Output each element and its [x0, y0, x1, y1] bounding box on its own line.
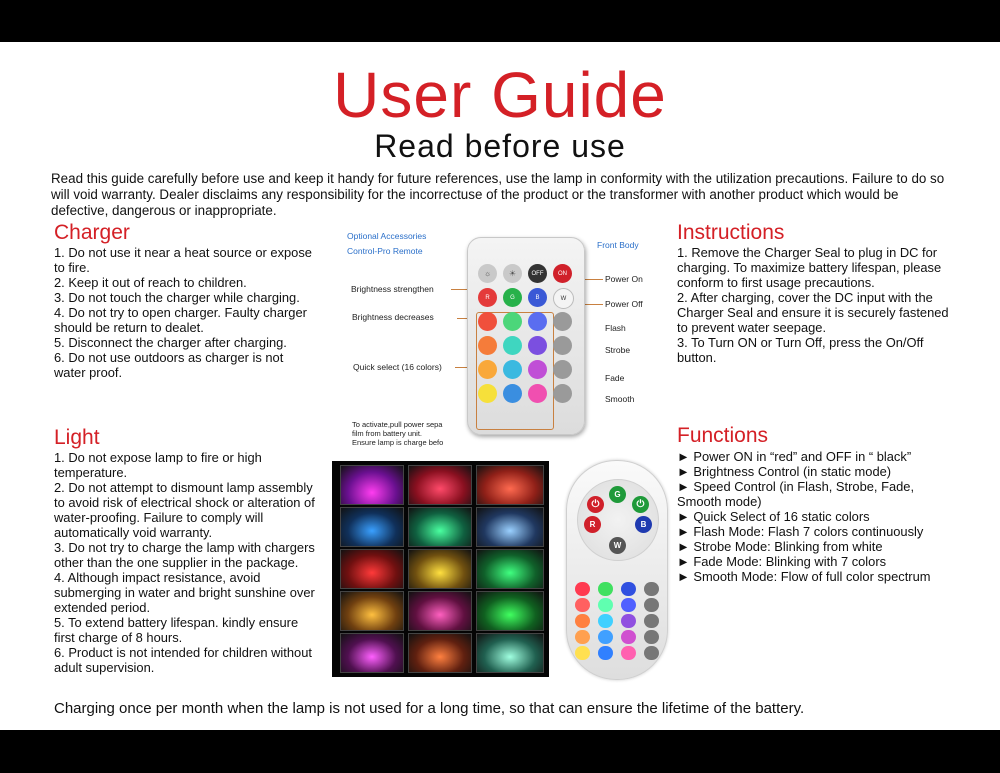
control-pro-remote-label: Control-Pro Remote — [347, 246, 423, 256]
product-photo — [340, 465, 404, 505]
mode-button — [644, 582, 659, 596]
color-button — [621, 598, 636, 612]
product-photo — [476, 465, 544, 505]
list-item: 6. Do not use outdoors as charger is not water proof. — [54, 350, 284, 380]
light-list — [54, 450, 320, 675]
list-item: ► Brightness Control (in static mode) — [677, 464, 892, 479]
color-button — [528, 360, 547, 379]
smooth-label: Smooth — [605, 394, 635, 404]
product-photo — [408, 549, 472, 589]
power-on-label: Power On — [605, 274, 643, 284]
color-button — [528, 384, 547, 403]
remote-button-grid — [478, 264, 572, 403]
activate-note — [352, 420, 443, 447]
off-button: OFF — [528, 264, 547, 283]
color-button — [621, 582, 636, 596]
activate-note-line: To activate,pull power sepa — [352, 420, 443, 429]
red-button: R — [584, 516, 601, 533]
smooth-button — [553, 384, 572, 403]
quick-select-label: Quick select (16 colors) — [353, 362, 442, 372]
power-off-label: Power Off — [605, 299, 643, 309]
product-photo — [408, 591, 472, 631]
list-item: 5. To extend battery lifespan. kindly ensure first charge of 8 hours. — [54, 615, 299, 645]
activate-note-line: film from battery unit. — [352, 429, 423, 438]
strobe-label: Strobe — [605, 345, 631, 355]
list-item: 4. Do not try to open charger. Faulty charger should be return to dealet. — [54, 305, 307, 335]
strobe-button — [553, 336, 572, 355]
color-button — [503, 384, 522, 403]
brightness-up-icon: ☼ — [478, 264, 497, 283]
list-item: 5. Disconnect the charger after charging. — [54, 335, 287, 350]
color-button — [478, 360, 497, 379]
product-photo — [476, 591, 544, 631]
color-button — [575, 582, 590, 596]
color-button — [621, 614, 636, 628]
fade-label: Fade — [605, 373, 625, 383]
color-button — [503, 360, 522, 379]
charger-list — [54, 245, 316, 380]
list-item: ► Smooth Mode: Flow of full color spectrum — [677, 569, 931, 584]
blue-button: B — [528, 288, 547, 307]
green-button: G — [503, 288, 522, 307]
charger-heading: Charger — [54, 221, 130, 244]
color-button — [478, 336, 497, 355]
remote-color-grid — [575, 582, 659, 660]
color-button — [528, 336, 547, 355]
list-item: ► Flash Mode: Flash 7 colors continuously — [677, 524, 924, 539]
color-button — [598, 598, 613, 612]
product-photo — [340, 507, 404, 547]
product-photo — [408, 507, 472, 547]
list-item: ► Fade Mode: Blinking with 7 colors — [677, 554, 887, 569]
list-item: ► Speed Control (in Flash, Strobe, Fade, Smooth mode) — [677, 479, 915, 509]
light-heading: Light — [54, 426, 100, 449]
mode-button — [644, 598, 659, 612]
instructions-list — [677, 245, 953, 365]
flash-button — [553, 312, 572, 331]
footer-note: Charging once per month when the lamp is not used for a long time, so that can ensure the lifetime of the battery. — [54, 700, 805, 717]
product-photo — [340, 549, 404, 589]
color-button — [528, 312, 547, 331]
color-button — [621, 630, 636, 644]
list-item: ► Strobe Mode: Blinking from white — [677, 539, 883, 554]
list-item: ► Power ON in “red” and OFF in “ black” — [677, 449, 912, 464]
brightness-decreases-label: Brightness decreases — [352, 312, 434, 322]
product-photo — [340, 591, 404, 631]
color-button — [503, 336, 522, 355]
color-button — [575, 598, 590, 612]
product-photo — [408, 465, 472, 505]
user-guide-page — [0, 42, 1000, 730]
activate-note-line: Ensure lamp is charge befo — [352, 438, 444, 447]
list-item: 1. Do not expose lamp to fire or high temperature. — [54, 450, 262, 480]
list-item: 4. Although impact resistance, avoid submerging in water and bright sunshine over extended period. — [54, 570, 315, 615]
color-button — [621, 646, 636, 660]
functions-list — [677, 449, 953, 584]
color-button — [598, 646, 613, 660]
power-green-icon: ⏻ — [632, 496, 649, 513]
remote-control-oval — [566, 460, 668, 680]
flash-label: Flash — [605, 323, 626, 333]
product-photo — [476, 633, 544, 673]
color-button — [478, 312, 497, 331]
page-title: User Guide — [333, 59, 667, 131]
intro-paragraph: Read this guide carefully before use and keep it handy for future references, use the lamp in conformity with the utilization precautions. Failure to do so will void warranty. Dealer disclaims any responsibility for the incorrectuse of the product or the transformer with another product which would be defective, dangerous or inappropriate. — [51, 171, 945, 218]
on-button: ON — [553, 264, 572, 283]
color-button — [598, 582, 613, 596]
product-photo — [340, 633, 404, 673]
front-body-label: Front Body — [597, 240, 639, 250]
functions-heading: Functions — [677, 424, 769, 447]
color-button — [575, 630, 590, 644]
power-red-icon: ⏻ — [587, 496, 604, 513]
brightness-down-icon: ☀ — [503, 264, 522, 283]
list-item: 3. Do not touch the charger while charging. — [54, 290, 300, 305]
lamp-photo-collage — [332, 461, 549, 677]
instructions-heading: Instructions — [677, 221, 785, 244]
white-button: W — [553, 288, 574, 309]
list-item: 1. Do not use it near a heat source or expose to fire. — [54, 245, 312, 275]
list-item: 2. After charging, cover the DC input with the Charger Seal and ensure it is securely fastened to prevent water seepage. — [677, 290, 949, 335]
mode-button — [644, 614, 659, 628]
color-button — [575, 646, 590, 660]
fade-button — [553, 360, 572, 379]
color-button — [478, 384, 497, 403]
color-button — [575, 614, 590, 628]
mode-button — [644, 630, 659, 644]
control-pad — [577, 479, 659, 561]
list-item: 2. Keep it out of reach to children. — [54, 275, 247, 290]
list-item: 1. Remove the Charger Seal to plug in DC for charging. To maximize battery lifespan, please conform to first usage precautions. — [677, 245, 942, 290]
optional-accessories-label: Optional Accessories — [347, 231, 427, 241]
list-item: 3. To Turn ON or Turn Off, press the On/Off button. — [677, 335, 924, 365]
product-photo — [476, 507, 544, 547]
list-item: 6. Product is not intended for children without adult supervision. — [54, 645, 312, 675]
red-button: R — [478, 288, 497, 307]
page-subtitle: Read before use — [374, 128, 626, 164]
color-button — [503, 312, 522, 331]
remote-control-rectangular — [467, 237, 585, 435]
list-item: 2. Do not attempt to dismount lamp assembly to avoid risk of electrical shock or alteration of water-proofing. Failure to comply will automatically void warranty. — [54, 480, 315, 540]
product-photo — [476, 549, 544, 589]
list-item: ► Quick Select of 16 static colors — [677, 509, 870, 524]
color-button — [598, 630, 613, 644]
blue-button: B — [635, 516, 652, 533]
green-button: G — [609, 486, 626, 503]
color-button — [598, 614, 613, 628]
white-button: W — [609, 537, 626, 554]
brightness-strengthen-label: Brightness strengthen — [351, 284, 434, 294]
list-item: 3. Do not try to charge the lamp with chargers other than the one supplier in the package. — [54, 540, 315, 570]
product-photo — [408, 633, 472, 673]
mode-button — [644, 646, 659, 660]
